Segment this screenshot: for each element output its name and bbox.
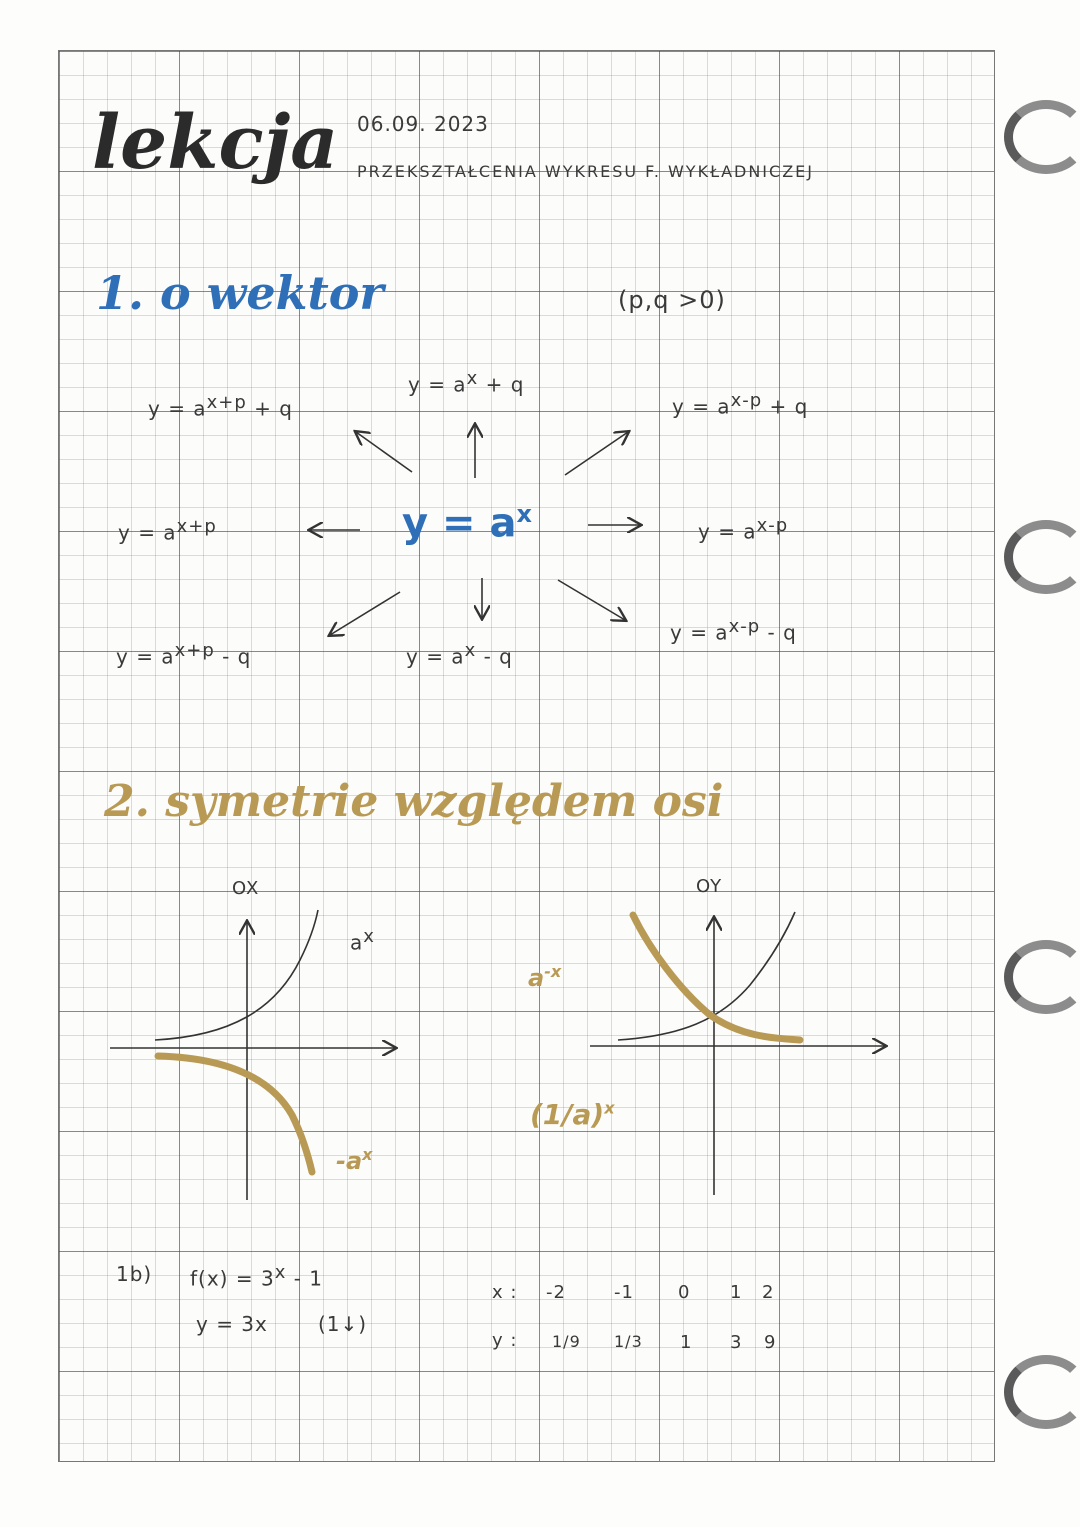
table-y-value: 3 (730, 1332, 743, 1353)
table-y-value: 9 (764, 1332, 777, 1353)
transform-down-right: $y = a^{x-p} - q$ (670, 616, 797, 645)
condition-note: (p,q >0) (618, 286, 726, 314)
table-y-value: 1/9 (552, 1332, 581, 1351)
table-y-value: 1 (680, 1332, 693, 1353)
transform-up-left: $y = a^{x+p} + q$ (148, 392, 293, 421)
table-x-value: -1 (614, 1282, 634, 1303)
table-x-label: x : (492, 1282, 518, 1303)
transform-up: $y = a^x + q$ (408, 368, 525, 397)
transform-up-right: $y = a^{x-p} + q$ (672, 390, 809, 419)
section1-heading: 1. o wektor (96, 266, 384, 320)
transform-left: $y = a^{x+p}$ (118, 516, 217, 545)
section2-heading: 2. symetrie względem osi (104, 776, 724, 827)
axis-label-oy: OY (696, 876, 723, 897)
lesson-date: 06.09. 2023 (357, 112, 489, 136)
label-a-minus-x: $a^{-x}$ (528, 962, 562, 992)
transform-down: $y = a^x - q$ (406, 640, 513, 669)
exercise-base-line: y = 3x (196, 1312, 268, 1336)
table-x-value: 2 (762, 1282, 775, 1303)
curve-minus-a-x (158, 1056, 312, 1172)
exercise-shift: (1↓) (318, 1312, 368, 1336)
exercise-number: 1b) (116, 1262, 153, 1286)
exercise-function: $f(x) = 3^x - 1$ (190, 1262, 324, 1291)
table-x-value: -2 (546, 1282, 566, 1303)
curve-a-x (155, 910, 318, 1040)
lesson-topic: PRZEKSZTAŁCENIA WYKRESU F. WYKŁADNICZEJ (357, 162, 814, 181)
table-x-value: 1 (730, 1282, 743, 1303)
table-y-label: y : (492, 1330, 518, 1351)
label-minus-a-x: $-a^x$ (336, 1145, 373, 1175)
table-x-value: 0 (678, 1282, 691, 1303)
axis-label-ox: OX (232, 878, 260, 899)
transform-right: $y = a^{x-p}$ (698, 515, 789, 544)
base-function: $y = a^x$ (402, 500, 532, 547)
label-a-x: $a^x$ (350, 926, 375, 955)
lesson-title: lekcja (92, 100, 339, 186)
label-one-over-a-x: $(1/a)^x$ (530, 1098, 615, 1131)
table-y-value: 1/3 (614, 1332, 643, 1351)
transform-down-left: $y = a^{x+p} - q$ (116, 640, 252, 669)
curve-a-minus-x (633, 915, 800, 1040)
